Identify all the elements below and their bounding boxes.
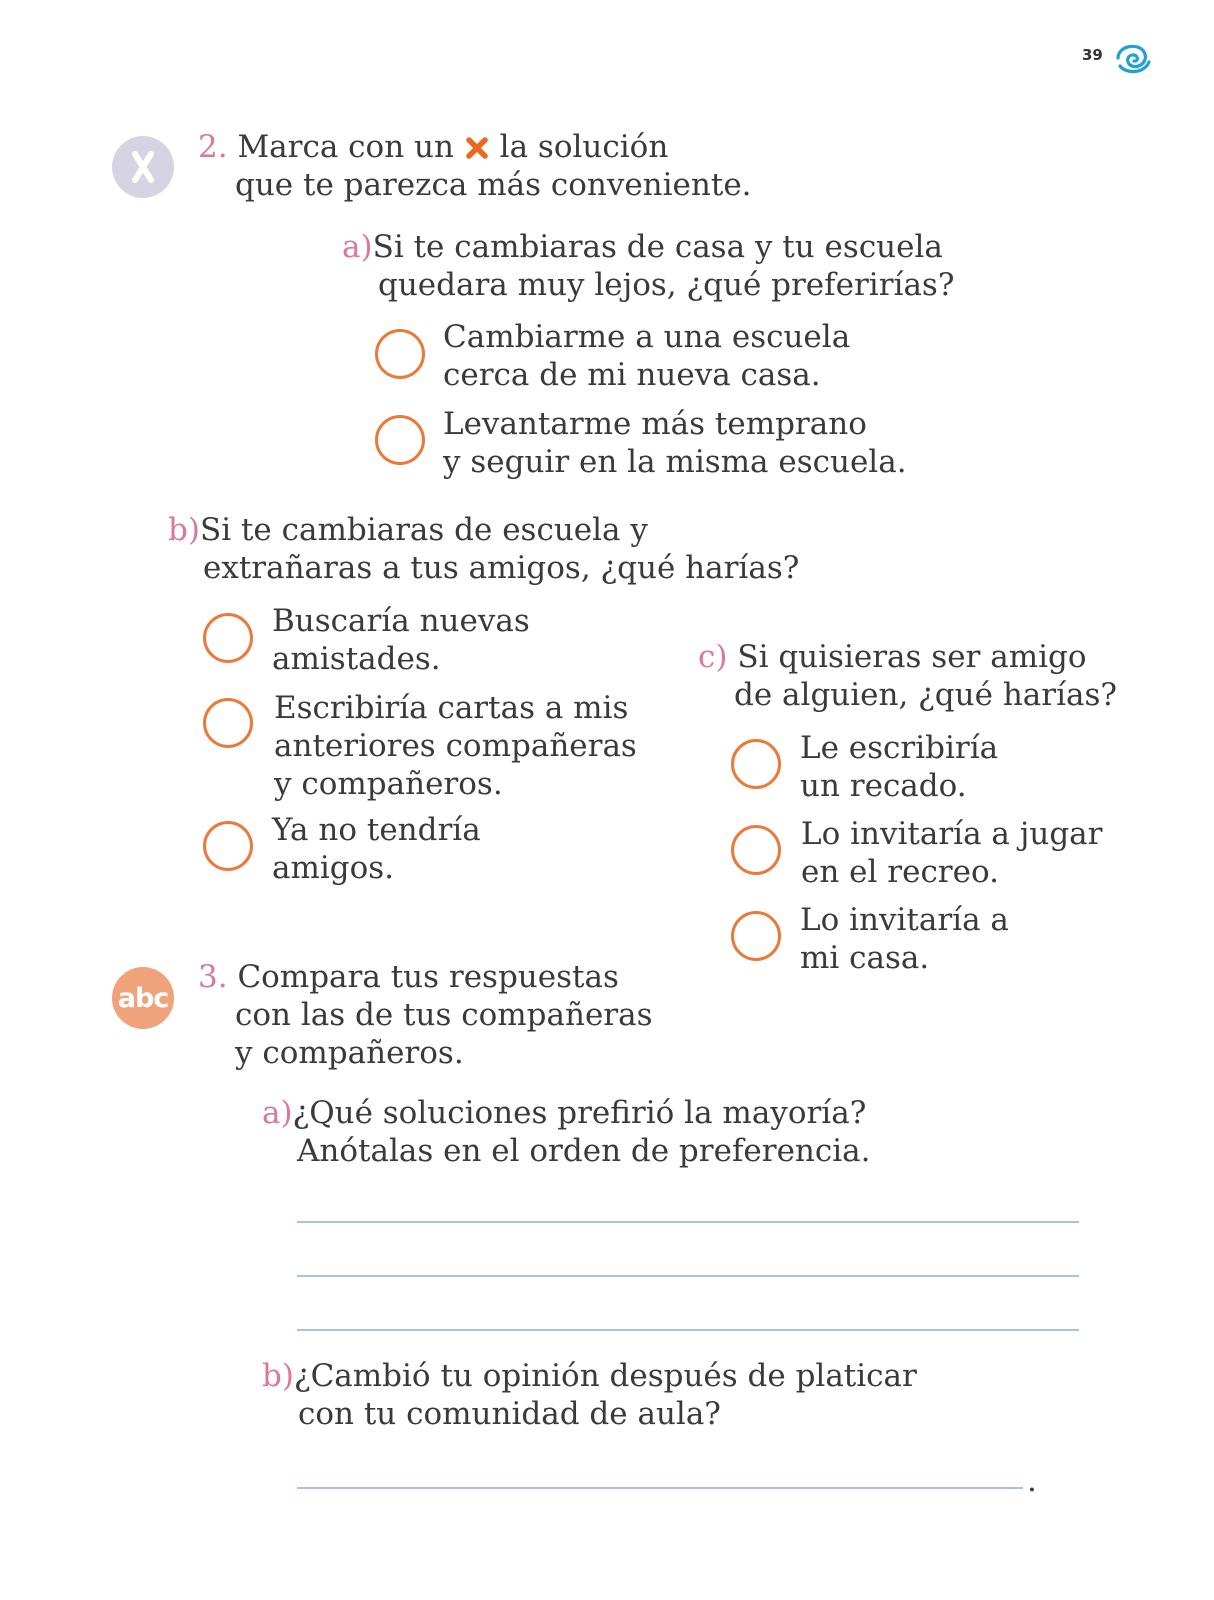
q3a-line2: Anótalas en el orden de preferencia.: [297, 1133, 871, 1169]
q2c-label: c): [698, 639, 728, 675]
option-line: en el recreo.: [801, 854, 999, 890]
option-line: Le escribiría: [800, 730, 999, 766]
q2b-option1-text: [272, 602, 530, 678]
q3-line2: con las de tus compañeras: [235, 997, 653, 1033]
q3b-line1: ¿Cambió tu opinión después de platicar: [293, 1358, 917, 1394]
q3b-label: b): [262, 1358, 294, 1394]
option-line: Ya no tendría: [272, 812, 481, 848]
option-line: Cambiarme a una escuela: [443, 319, 851, 355]
q2b-line1: Si te cambiaras de escuela y: [199, 512, 648, 548]
q2c-option2-text: [801, 815, 1102, 891]
q2c-line2: de alguien, ¿qué harías?: [734, 677, 1118, 713]
q2-instruction: [198, 128, 752, 204]
q2c-option1-text: [800, 729, 998, 805]
q2-title-line2: que te parezca más conveniente.: [235, 167, 752, 203]
q2b-question: [168, 511, 799, 587]
q2b-label: b): [168, 512, 200, 548]
option-line: un recado.: [800, 768, 967, 804]
option-line: amigos.: [272, 850, 395, 886]
option-line: mi casa.: [800, 940, 930, 976]
q2c-question: [698, 638, 1117, 714]
q2-title-part1: Marca con un: [237, 129, 454, 165]
option-line: Escribiría cartas a mis: [274, 690, 629, 726]
option-line: Buscaría nuevas: [272, 603, 530, 639]
option-line: Lo invitaría a jugar: [801, 816, 1103, 852]
abc-activity-badge: [112, 967, 174, 1029]
q2b-option2-circle[interactable]: [203, 698, 253, 748]
mark-activity-badge: [112, 136, 174, 198]
answer-line-2[interactable]: [297, 1275, 1079, 1277]
orange-x-icon: [464, 136, 490, 160]
option-line: Levantarme más temprano: [443, 406, 867, 442]
q2a-option2-text: [443, 405, 907, 481]
q2a-option1-circle[interactable]: [375, 329, 425, 379]
q2a-question: [342, 228, 954, 304]
abc-icon: abc: [117, 982, 169, 1014]
q2b-line2: extrañaras a tus amigos, ¿qué harías?: [203, 550, 800, 586]
q2-number: 2.: [198, 129, 228, 165]
q3-line3: y compañeros.: [235, 1035, 464, 1071]
q2c-option3-circle[interactable]: [731, 911, 781, 961]
q2b-option3-text: [272, 811, 481, 887]
q3-instruction: [198, 958, 653, 1072]
option-line: anteriores compañeras: [274, 728, 637, 764]
q2a-option1-text: [443, 318, 850, 394]
q2c-option2-circle[interactable]: [731, 825, 781, 875]
q2a-label: a): [342, 229, 373, 265]
q2a-line1: Si te cambiaras de casa y tu escuela: [372, 229, 943, 265]
q2c-option3-text: [800, 901, 1009, 977]
q3a-line1: ¿Qué soluciones prefirió la mayoría?: [292, 1095, 867, 1131]
q2c-line1: Si quisieras ser amigo: [737, 639, 1087, 675]
q2-title-part2: la solución: [499, 129, 669, 165]
q3-number: 3.: [198, 959, 228, 995]
answer-end-period: .: [1027, 1463, 1037, 1499]
q2b-option3-circle[interactable]: [203, 821, 253, 871]
x-mark-icon: [126, 147, 160, 187]
q3a-label: a): [262, 1095, 293, 1131]
q3-line1: Compara tus respuestas: [237, 959, 619, 995]
q2b-option2-text: [274, 689, 637, 803]
option-line: Lo invitaría a: [800, 902, 1009, 938]
option-line: cerca de mi nueva casa.: [443, 357, 821, 393]
q3b-line2: con tu comunidad de aula?: [298, 1396, 721, 1432]
option-line: y seguir en la misma escuela.: [443, 444, 907, 480]
answer-line-3[interactable]: [297, 1329, 1079, 1331]
q2a-line2: quedara muy lejos, ¿qué preferirías?: [378, 267, 955, 303]
option-line: amistades.: [272, 641, 441, 677]
answer-line-1[interactable]: [297, 1221, 1079, 1223]
q2c-option1-circle[interactable]: [731, 739, 781, 789]
option-line: y compañeros.: [274, 766, 503, 802]
page-number: 39: [1082, 46, 1103, 64]
answer-line-4[interactable]: [297, 1487, 1023, 1489]
q2b-option1-circle[interactable]: [203, 613, 253, 663]
q2a-option2-circle[interactable]: [375, 415, 425, 465]
swirl-logo-icon: [1114, 38, 1152, 76]
q3a-question: [262, 1094, 871, 1170]
q3b-question: [262, 1357, 917, 1433]
